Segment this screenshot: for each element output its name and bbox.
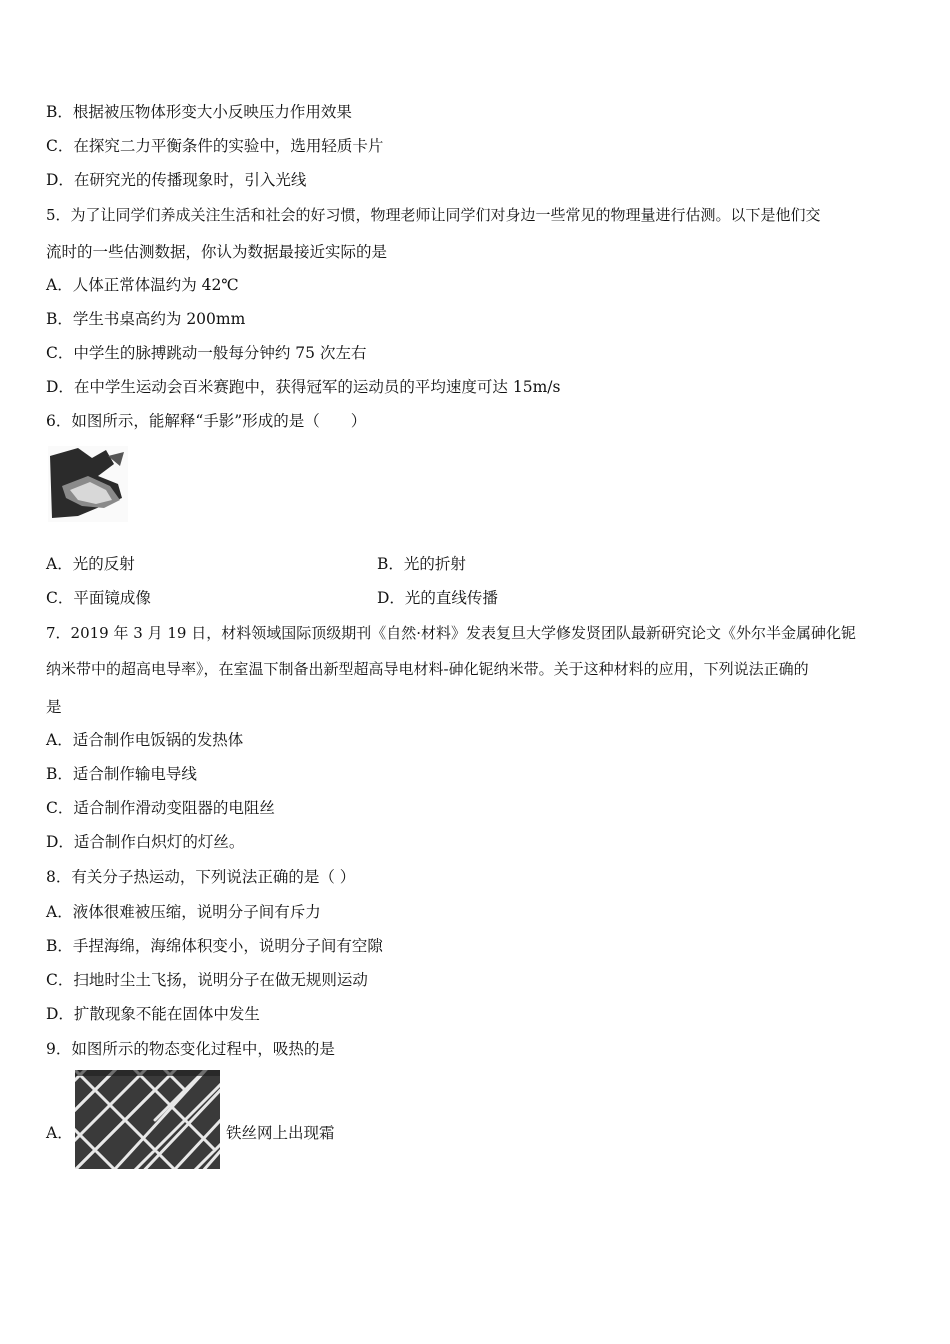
q8-option-c: C．扫地时尘土飞扬，说明分子在做无规则运动 bbox=[46, 971, 368, 989]
q4-option-c: C．在探究二力平衡条件的实验中，选用轻质卡片 bbox=[46, 137, 384, 155]
q7-stem-line3: 是 bbox=[46, 698, 62, 716]
q7-option-a: A．适合制作电饭锅的发热体 bbox=[46, 731, 244, 749]
q9-option-a-label: A． bbox=[46, 1124, 73, 1142]
q7-stem-line2: 纳米带中的超高电导率》，在室温下制备出新型超高导电材料-砷化铌纳米带。关于这种材料的应用，下列说法正确的 bbox=[46, 660, 809, 678]
q7-stem-line1: 7．2019 年 3 月 19 日，材料领域国际顶级期刊《自然·材料》发表复旦大学修发贤团队最新研究论文《外尔半金属砷化铌 bbox=[46, 624, 856, 642]
q5-stem-line2: 流时的一些估测数据，你认为数据最接近实际的是 bbox=[46, 243, 388, 261]
q6-option-d: D．光的直线传播 bbox=[377, 589, 498, 607]
q4-option-b: B．根据被压物体形变大小反映压力作用效果 bbox=[46, 103, 352, 121]
q6-option-c: C．平面镜成像 bbox=[46, 589, 151, 607]
q8-option-d: D．扩散现象不能在固体中发生 bbox=[46, 1005, 260, 1023]
q9-stem: 9．如图所示的物态变化过程中，吸热的是 bbox=[46, 1040, 335, 1058]
q6-option-a: A．光的反射 bbox=[46, 555, 135, 573]
q5-option-b: B．学生书桌高约为 200mm bbox=[46, 310, 246, 328]
q9-option-a-caption: 铁丝网上出现霜 bbox=[226, 1124, 335, 1142]
q5-option-d: D．在中学生运动会百米赛跑中，获得冠军的运动员的平均速度可达 15m/s bbox=[46, 378, 561, 396]
q5-option-a: A．人体正常体温约为 42℃ bbox=[46, 276, 239, 294]
q6-stem: 6．如图所示，能解释“手影”形成的是（ ） bbox=[46, 412, 367, 430]
hand-shadow-image bbox=[48, 446, 128, 522]
q5-option-c: C．中学生的脉搏跳动一般每分钟约 75 次左右 bbox=[46, 344, 367, 362]
frost-wire-mesh-image bbox=[75, 1070, 220, 1169]
q6-option-b: B．光的折射 bbox=[377, 555, 466, 573]
q5-stem-line1: 5．为了让同学们养成关注生活和社会的好习惯，物理老师让同学们对身边一些常见的物理量进行估测。以下是他们交 bbox=[46, 206, 821, 224]
q8-option-a: A．液体很难被压缩，说明分子间有斥力 bbox=[46, 903, 321, 921]
q8-option-b: B．手捏海绵，海绵体积变小，说明分子间有空隙 bbox=[46, 937, 383, 955]
q7-option-b: B．适合制作输电导线 bbox=[46, 765, 197, 783]
q8-stem: 8．有关分子热运动，下列说法正确的是（ ） bbox=[46, 868, 356, 886]
q4-option-d: D．在研究光的传播现象时，引入光线 bbox=[46, 171, 307, 189]
q7-option-d: D．适合制作白炽灯的灯丝。 bbox=[46, 833, 245, 851]
q7-option-c: C．适合制作滑动变阻器的电阻丝 bbox=[46, 799, 275, 817]
